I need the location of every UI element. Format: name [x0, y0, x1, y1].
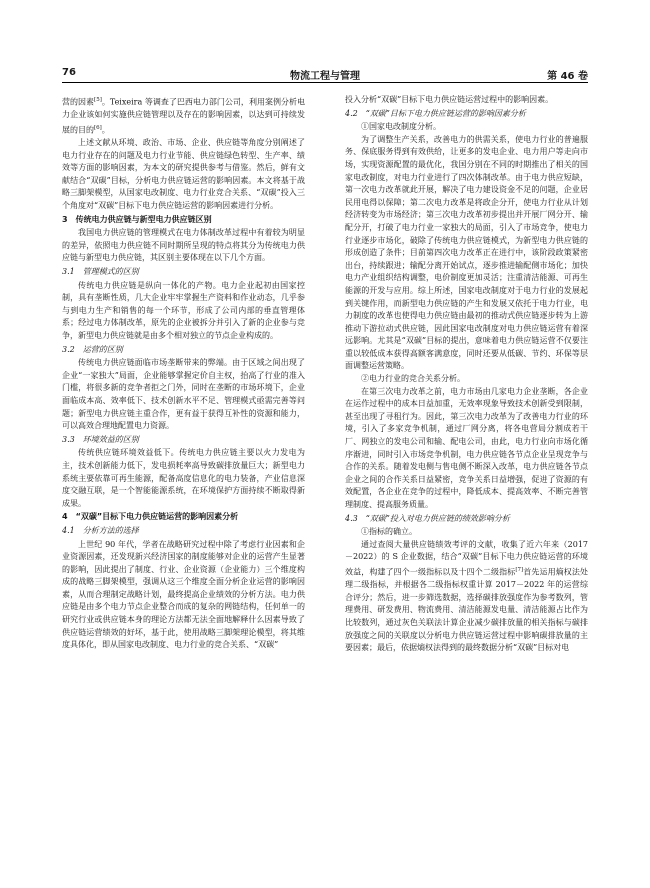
paragraph: 通过查阅大量供应链绩效考评的文献，收集了近六年来（2017－2022）的 S 企业数据，结合“双碳”目标下电力供应链运营的环境效益，构建了四个一级指标以及十四个二级指标[7]首先运用熵权法处理二级指标，并根据各二级指标权重计算 2017－2022 年的运营综合评分；然后，进一步筛选数据，选择碳排放强度作为参考数列，管理费用、研发费用、物流费用、清洁能源发电量、清洁能源占比作为比较数列，通过灰色关联法计算企业减少碳排放量的相关指标与碳排放强度之间的关联度以分析电力供应链运营过程中影响碳排放量的主要因素；最后，依据熵权法得到的最终数据分析“双碳”目标对电	[345, 539, 589, 653]
subsection-heading: 4.3 “双碳”投入对电力供应链的绩效影响分析	[345, 513, 510, 523]
right-column	[345, 94, 588, 655]
paragraph: 为了调整生产关系，改善电力的供需关系，使电力行业的普遍服务、保底服务得到有效供给，让更多的发电企业、电力用户等走向市场，实现资源配置的最优化，我国分别在不同的时期推出了相关的国家电改制度，对电力行业进行了四次体制改革。由于电力供应短缺，第一次电力改革就此开展，解决了电力建设资金不足的问题，企业居民用电得以保障；第二次电力改革是将政企分开，使电力行业从计划经济转变为市场经济；第三次电力改革初步提出并开展厂网分开、输配分开，打破了电力行业一家独大的局面，引入了市场竞争，使电力行业逐步市场化，破除了传统电力供应链模式，为新型电力供应链的形成创造了条件；目前第四次电力改革正在进行中，该阶段政策紧密出台，持续跟进；输配分离开始试点，逐步推进输配侧市场化；加快电力产业组织结构调整，电价制度更加灵活；注重清洁能源、可再生能源的开发与应用。综上所述，国家电改制度对于电力行业的发展起到关键作用，而新型电力供应链的产生和发展又依托于电力行业，电力制度的改革也使得电力供应链由最初的推动式供应链逐步转为上游推动下游拉动式供应链，因此国家电改制度对电力供应链运营有着深远影响。尤其是“双碳”目标的提出，意味着电力供应链运营不仅要注重以较低成本获得高额客满意度，同时还要从低碳、节约、环保等层面调整运营策略。	[345, 134, 588, 371]
paragraph: 上世纪 90 年代，学者在战略研究过程中除了考虑行业因素和企业资源因素，还发现新兴经济国家的制度能够对企业的运营产生显著的影响，因此提出了制度、行业、企业资源（企业能力）三个维度构成的战略三脚架模型，强调从这三个维度全面分析企业运营的影响因素，从而合理制定战略计划，最终提高企业绩效的分析方法。电力供应链是由多个电力节点企业整合而成的复杂的网链结构，任何单一的研究行业或供应链本身的理论方法都无法全面地解释什么因素导致了供应链运营绩效的好坏，基于此，使用战略三脚架理论模型，将其维度具体化，即从国家电改制度、电力行业的竞合关系、“双碳”	[62, 539, 305, 650]
paragraph: 传统电力供应链是纵向一体化的产物。电力企业起初由国家控制，具有垄断性质，几大企业牢牢掌握生产资料和作业动态，几乎参与到电力生产和销售的每一个环节，形成了公司内部的垂直管理体系；经过电力体制改革，原先的企业被拆分并引入了新的企业参与竞争，新型电力供应链就是由多个相对独立的节点企业构成的。	[62, 280, 305, 340]
section-heading: 3 传统电力供应链与新型电力供应链区别	[62, 214, 212, 224]
left-column	[62, 94, 305, 652]
subsection-heading: 3.2 运营的区别	[62, 344, 123, 354]
paragraph: 营的因素[5]。Teixeira 等调查了巴西电力部门公司，利用案例分析电力企业该如何实施供应链管理以及存在的影响因素，以达到可持续发展的目的[6]。	[62, 97, 306, 135]
subsection-heading: 4.1 分析方法的选择	[62, 525, 139, 535]
paragraph: 传统电力供应链面临市场垄断带来的弊端。由于区域之间出现了企业“一家独大”局面，企业能够掌握定价自主权，抬高了行业的准入门槛，将很多新的竞争者拒之门外，同时在垄断的市场环境下，企业面临成本高、效率低下、技术创新水平不足、管理模式亟需完善等问题；新型电力供应链主重合作，更有益于获得互补性的资源和能力，可以高效合理地配置电力资源。	[62, 358, 305, 431]
sub-subsection-heading: ①指标的确立。	[361, 527, 417, 537]
paragraph: 在第三次电力改革之前，电力市场由几家电力企业垄断，各企业在运作过程中的成本日益加重，无效率现象导致技术创新受到限制，甚至出现了寻租行为。因此，第三次电力改革为了改善电力行业的环境，引入了多家竞争机制，通过厂网分离，将各电营局分割成若干厂、网独立的发电公司和输、配电公司，由此，电力行业向市场化循序渐进，同时引入市场竞争机制，电力供应链各节点企业呈现竞争与合作的关系。随着发电侧与售电侧不断深入改革，电力供应链各节点企业之间的合作关系日益紧密，竞争关系日益增强，促进了资源的有效配置，各企业在竞争的过程中，降低成本、提高效率、不断完善管理制度、提高服务质量。	[345, 386, 588, 509]
section-heading: 4 “双碳”目标下电力供应链运营的影响因素分析	[62, 512, 239, 522]
subsection-heading: 4.2 “双碳”目标下电力供应链运营的影响因素分析	[345, 108, 526, 118]
running-header	[62, 66, 588, 83]
paragraph: 传统供应链环境效益低下。传统电力供应链主要以火力发电为主，技术创新能力低下，发电损耗率高导致碳排放量巨大；新型电力系统主要依靠可再生能源，配备高度信息化的电力装备，产业信息深度交融互联，是一个智能能源系统，在环境保护方面持续不断取得新成果。	[62, 448, 305, 508]
citation[interactable]: [7]	[515, 566, 524, 573]
paragraph: 我国电力供应链的管理模式在电力体制改革过程中有着较为明显的差异，依照电力供应链不同时期所呈现的特点将其分为传统电力供应链与新型电力供应链，其区别主要体现在以下几个方面。	[62, 228, 305, 263]
page-number: 76	[62, 67, 76, 78]
subsection-heading: 3.1 管理模式的区别	[62, 267, 139, 277]
paragraph: 投入分析“双碳”目标下电力供应链运营过程中的影响因素。	[345, 95, 554, 104]
subsection-heading: 3.3 环境效益的区别	[62, 434, 139, 444]
citation[interactable]: [6]	[94, 124, 102, 131]
volume-label: 第 46 卷	[547, 71, 588, 82]
journal-title: 物流工程与管理	[290, 71, 360, 82]
paragraph: 上述文献从环境、政治、市场、企业、供应链等角度分别阐述了电力行业存在的问题及电力行业节能、供应链绿色转型、生产率、绩效等方面的影响因素，为本文的研究提供参考与借鉴。然后，鲜有文献结合“双碳”目标，分析电力供应链运营的影响因素。本文将基于战略三脚架模型，从国家电改制度、电力行业竞合关系、“双碳”投入三个角度对“双碳”目标下电力供应链运营的影响因素进行分析。	[62, 138, 305, 211]
citation[interactable]: [5]	[94, 97, 102, 103]
sub-subsection-heading: ②电力行业的竞合关系分析。	[361, 374, 465, 384]
sub-subsection-heading: ①国家电改制度分析。	[361, 122, 441, 132]
